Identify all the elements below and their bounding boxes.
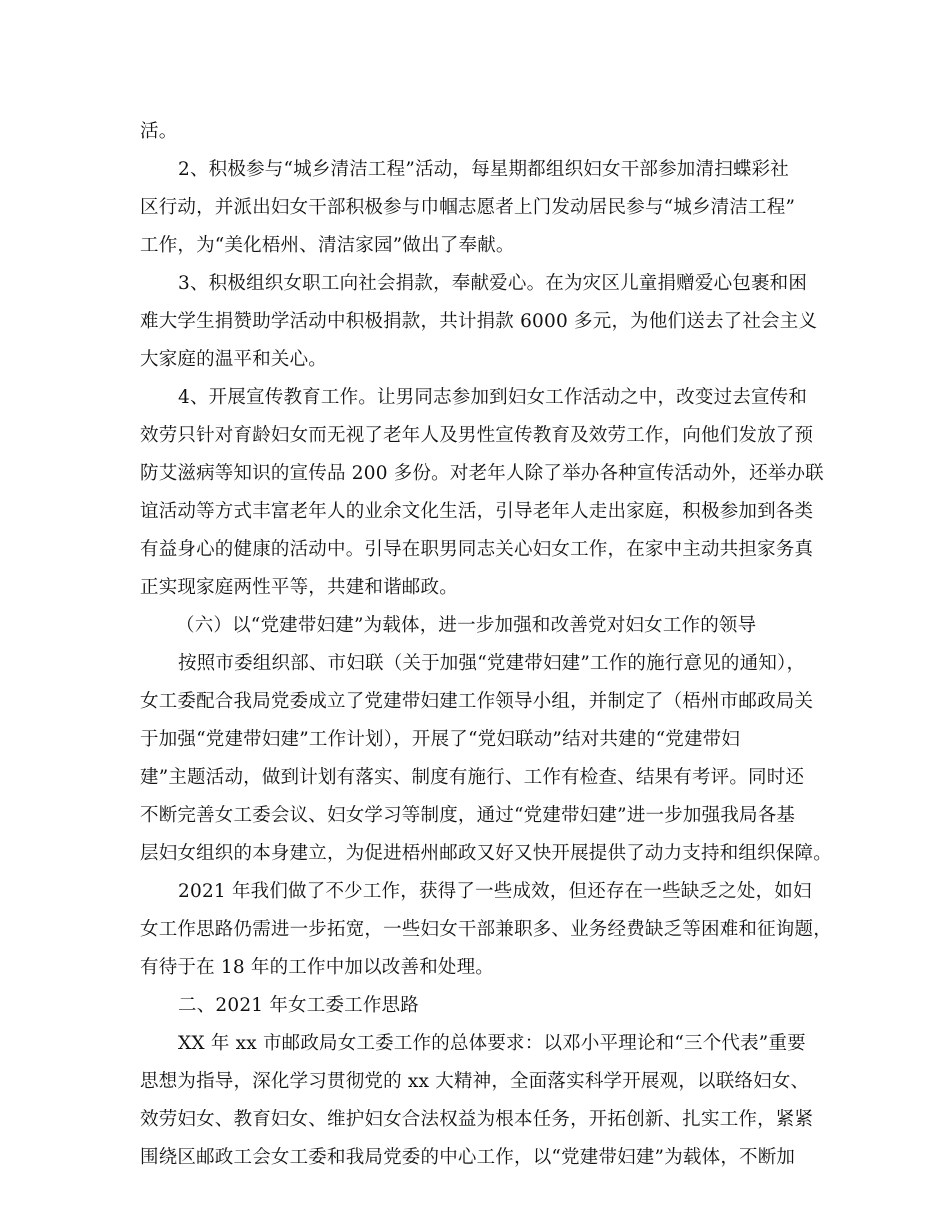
section-heading-2: 二、2021 年女工委工作思路 xyxy=(178,995,419,1016)
paragraph-line: 活。 xyxy=(140,121,178,142)
paragraph-line: 围绕区邮政工会女工委和我局党委的中心工作，以“党建带妇建”为载体，不断加 xyxy=(140,1147,796,1168)
paragraph-line: 女工委配合我局党委成立了党建带妇建工作领导小组，并制定了（梧州市邮政局关 xyxy=(140,691,814,712)
paragraph-line: 于加强“党建带妇建”工作计划），开展了“党妇联动”结对共建的“党建带妇 xyxy=(140,729,741,750)
paragraph-line: 正实现家庭两性平等，共建和谐邮政。 xyxy=(140,577,458,598)
paragraph-line: 防艾滋病等知识的宣传品 200 多份。对老年人除了举办各种宣传活动外，还举办联 xyxy=(140,463,824,484)
list-item-2-line: 2、积极参与“城乡清洁工程”活动，每星期都组织妇女干部参加清扫蝶彩社 xyxy=(178,159,789,180)
paragraph-line: 建”主题活动，做到计划有落实、制度有施行、工作有检查、结果有考评。同时还 xyxy=(140,767,805,788)
paragraph-line: 有益身心的健康的活动中。引导在职男同志关心妇女工作，在家中主动共担家务真 xyxy=(140,539,814,560)
paragraph-line: 不断完善女工委会议、妇女学习等制度，通过“党建带妇建”进一步加强我局各基 xyxy=(140,805,796,826)
paragraph-line: 效劳妇女、教育妇女、维护妇女合法权益为根本任务，开拓创新、扎实工作，紧紧 xyxy=(140,1109,814,1130)
paragraph-line: 按照市委组织部、市妇联（关于加强“党建带妇建”工作的施行意见的通知）， xyxy=(178,653,806,674)
paragraph-line: 思想为指导，深化学习贯彻党的 xx 大精神，全面落实科学开展观，以联络妇女、 xyxy=(140,1071,810,1092)
paragraph-line: 层妇女组织的本身建立，为促进梧州邮政又好又快开展提供了动力支持和组织保障。 xyxy=(140,843,832,864)
list-item-4-line: 4、开展宣传教育工作。让男同志参加到妇女工作活动之中，改变过去宣传和 xyxy=(178,387,808,408)
paragraph-line: 难大学生捐赞助学活动中积极捐款，共计捐款 6000 多元，为他们送去了社会主义 xyxy=(140,311,818,332)
paragraph-line: 2021 年我们做了不少工作，获得了一些成效，但还存在一些缺乏之处，如妇 xyxy=(178,881,812,902)
paragraph-line: 大家庭的温平和关心。 xyxy=(140,349,328,370)
paragraph-line: 女工作思路仍需进一步拓宽，一些妇女干部兼职多、业务经费缺乏等困难和征询题， xyxy=(140,919,832,940)
paragraph-line: 谊活动等方式丰富老年人的业余文化生活，引导老年人走出家庭，积极参加到各类 xyxy=(140,501,814,522)
paragraph-line: 有待于在 18 年的工作中加以改善和处理。 xyxy=(140,957,495,978)
paragraph-line: XX 年 xx 市邮政局女工委工作的总体要求：以邓小平理论和“三个代表”重要 xyxy=(178,1033,806,1054)
section-heading-6: （六）以“党建带妇建”为载体，进一步加强和改善党对妇女工作的领导 xyxy=(176,615,757,636)
paragraph-line: 效劳只针对育龄妇女而无视了老年人及男性宣传教育及效劳工作，向他们发放了预 xyxy=(140,425,814,446)
paragraph-line: 区行动，并派出妇女干部积极参与巾帼志愿者上门发动居民参与“城乡清洁工程” xyxy=(140,197,796,218)
list-item-3-line: 3、积极组织女职工向社会捐款，奉献爱心。在为灾区儿童捐赠爱心包裹和困 xyxy=(178,273,808,294)
paragraph-line: 工作，为“美化梧州、清洁家园”做出了奉献。 xyxy=(140,235,515,256)
